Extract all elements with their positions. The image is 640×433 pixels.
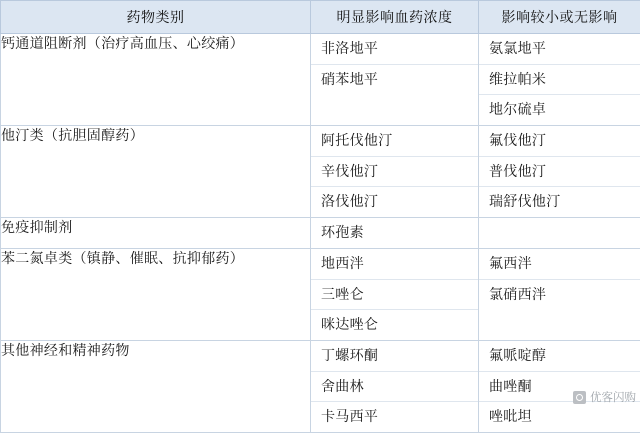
list-item: 地西泮 bbox=[311, 249, 478, 280]
list-item: 咪达唑仑 bbox=[311, 310, 478, 340]
list-item: 卡马西平 bbox=[311, 402, 478, 432]
list-item: 三唑仑 bbox=[311, 280, 478, 311]
list-item: 氟伐他汀 bbox=[479, 126, 640, 157]
list-item: 曲唑酮 bbox=[479, 372, 640, 403]
cell-drug-category: 钙通道阻断剂（治疗高血压、心绞痛） bbox=[1, 34, 311, 126]
list-item: 非洛地平 bbox=[311, 34, 478, 65]
drug-list bbox=[479, 34, 640, 125]
table-row bbox=[1, 34, 640, 126]
column-header-category: 药物类别 bbox=[1, 1, 311, 34]
drug-list bbox=[311, 126, 478, 217]
cell-weak-effect-drugs bbox=[479, 34, 640, 126]
table-body bbox=[1, 34, 640, 433]
list-item: 环孢素 bbox=[311, 218, 478, 248]
list-item: 唑吡坦 bbox=[479, 402, 640, 432]
cell-strong-effect-drugs bbox=[311, 340, 479, 432]
list-item: 地尔硫卓 bbox=[479, 95, 640, 125]
table-row bbox=[1, 218, 640, 249]
list-item: 氟西泮 bbox=[479, 249, 640, 280]
list-item: 舍曲林 bbox=[311, 372, 478, 403]
list-item: 瑞舒伐他汀 bbox=[479, 187, 640, 217]
cell-strong-effect-drugs bbox=[311, 248, 479, 340]
drug-list bbox=[311, 249, 478, 340]
list-item: 普伐他汀 bbox=[479, 157, 640, 188]
table-row bbox=[1, 126, 640, 218]
table-row bbox=[1, 340, 640, 432]
drug-list bbox=[479, 249, 640, 309]
cell-drug-category: 他汀类（抗胆固醇药） bbox=[1, 126, 311, 218]
cell-strong-effect-drugs bbox=[311, 126, 479, 218]
drug-list bbox=[311, 218, 478, 248]
list-item: 洛伐他汀 bbox=[311, 187, 478, 217]
list-item: 氯硝西泮 bbox=[479, 280, 640, 310]
cell-strong-effect-drugs bbox=[311, 34, 479, 126]
column-header-strong-effect: 明显影响血药浓度 bbox=[311, 1, 479, 34]
list-item: 维拉帕米 bbox=[479, 65, 640, 96]
cell-drug-category: 免疫抑制剂 bbox=[1, 218, 311, 249]
list-item: 辛伐他汀 bbox=[311, 157, 478, 188]
drug-list bbox=[479, 126, 640, 217]
drug-list bbox=[479, 341, 640, 432]
column-header-weak-effect: 影响较小或无影响 bbox=[479, 1, 640, 34]
drug-list bbox=[311, 34, 478, 94]
cell-weak-effect-drugs bbox=[479, 340, 640, 432]
list-item: 硝苯地平 bbox=[311, 65, 478, 95]
list-item: 氟哌啶醇 bbox=[479, 341, 640, 372]
drug-list bbox=[311, 341, 478, 432]
cell-weak-effect-drugs bbox=[479, 218, 640, 249]
table-header-row bbox=[1, 1, 640, 34]
watermark-label: 优客闪购 bbox=[590, 389, 636, 405]
cell-drug-category: 其他神经和精神药物 bbox=[1, 340, 311, 432]
cell-strong-effect-drugs bbox=[311, 218, 479, 249]
list-item: 丁螺环酮 bbox=[311, 341, 478, 372]
table-row bbox=[1, 248, 640, 340]
list-item: 阿托伐他汀 bbox=[311, 126, 478, 157]
cell-weak-effect-drugs bbox=[479, 126, 640, 218]
cell-drug-category: 苯二氮卓类（镇静、催眠、抗抑郁药） bbox=[1, 248, 311, 340]
list-item: 氨氯地平 bbox=[479, 34, 640, 65]
cell-weak-effect-drugs bbox=[479, 248, 640, 340]
